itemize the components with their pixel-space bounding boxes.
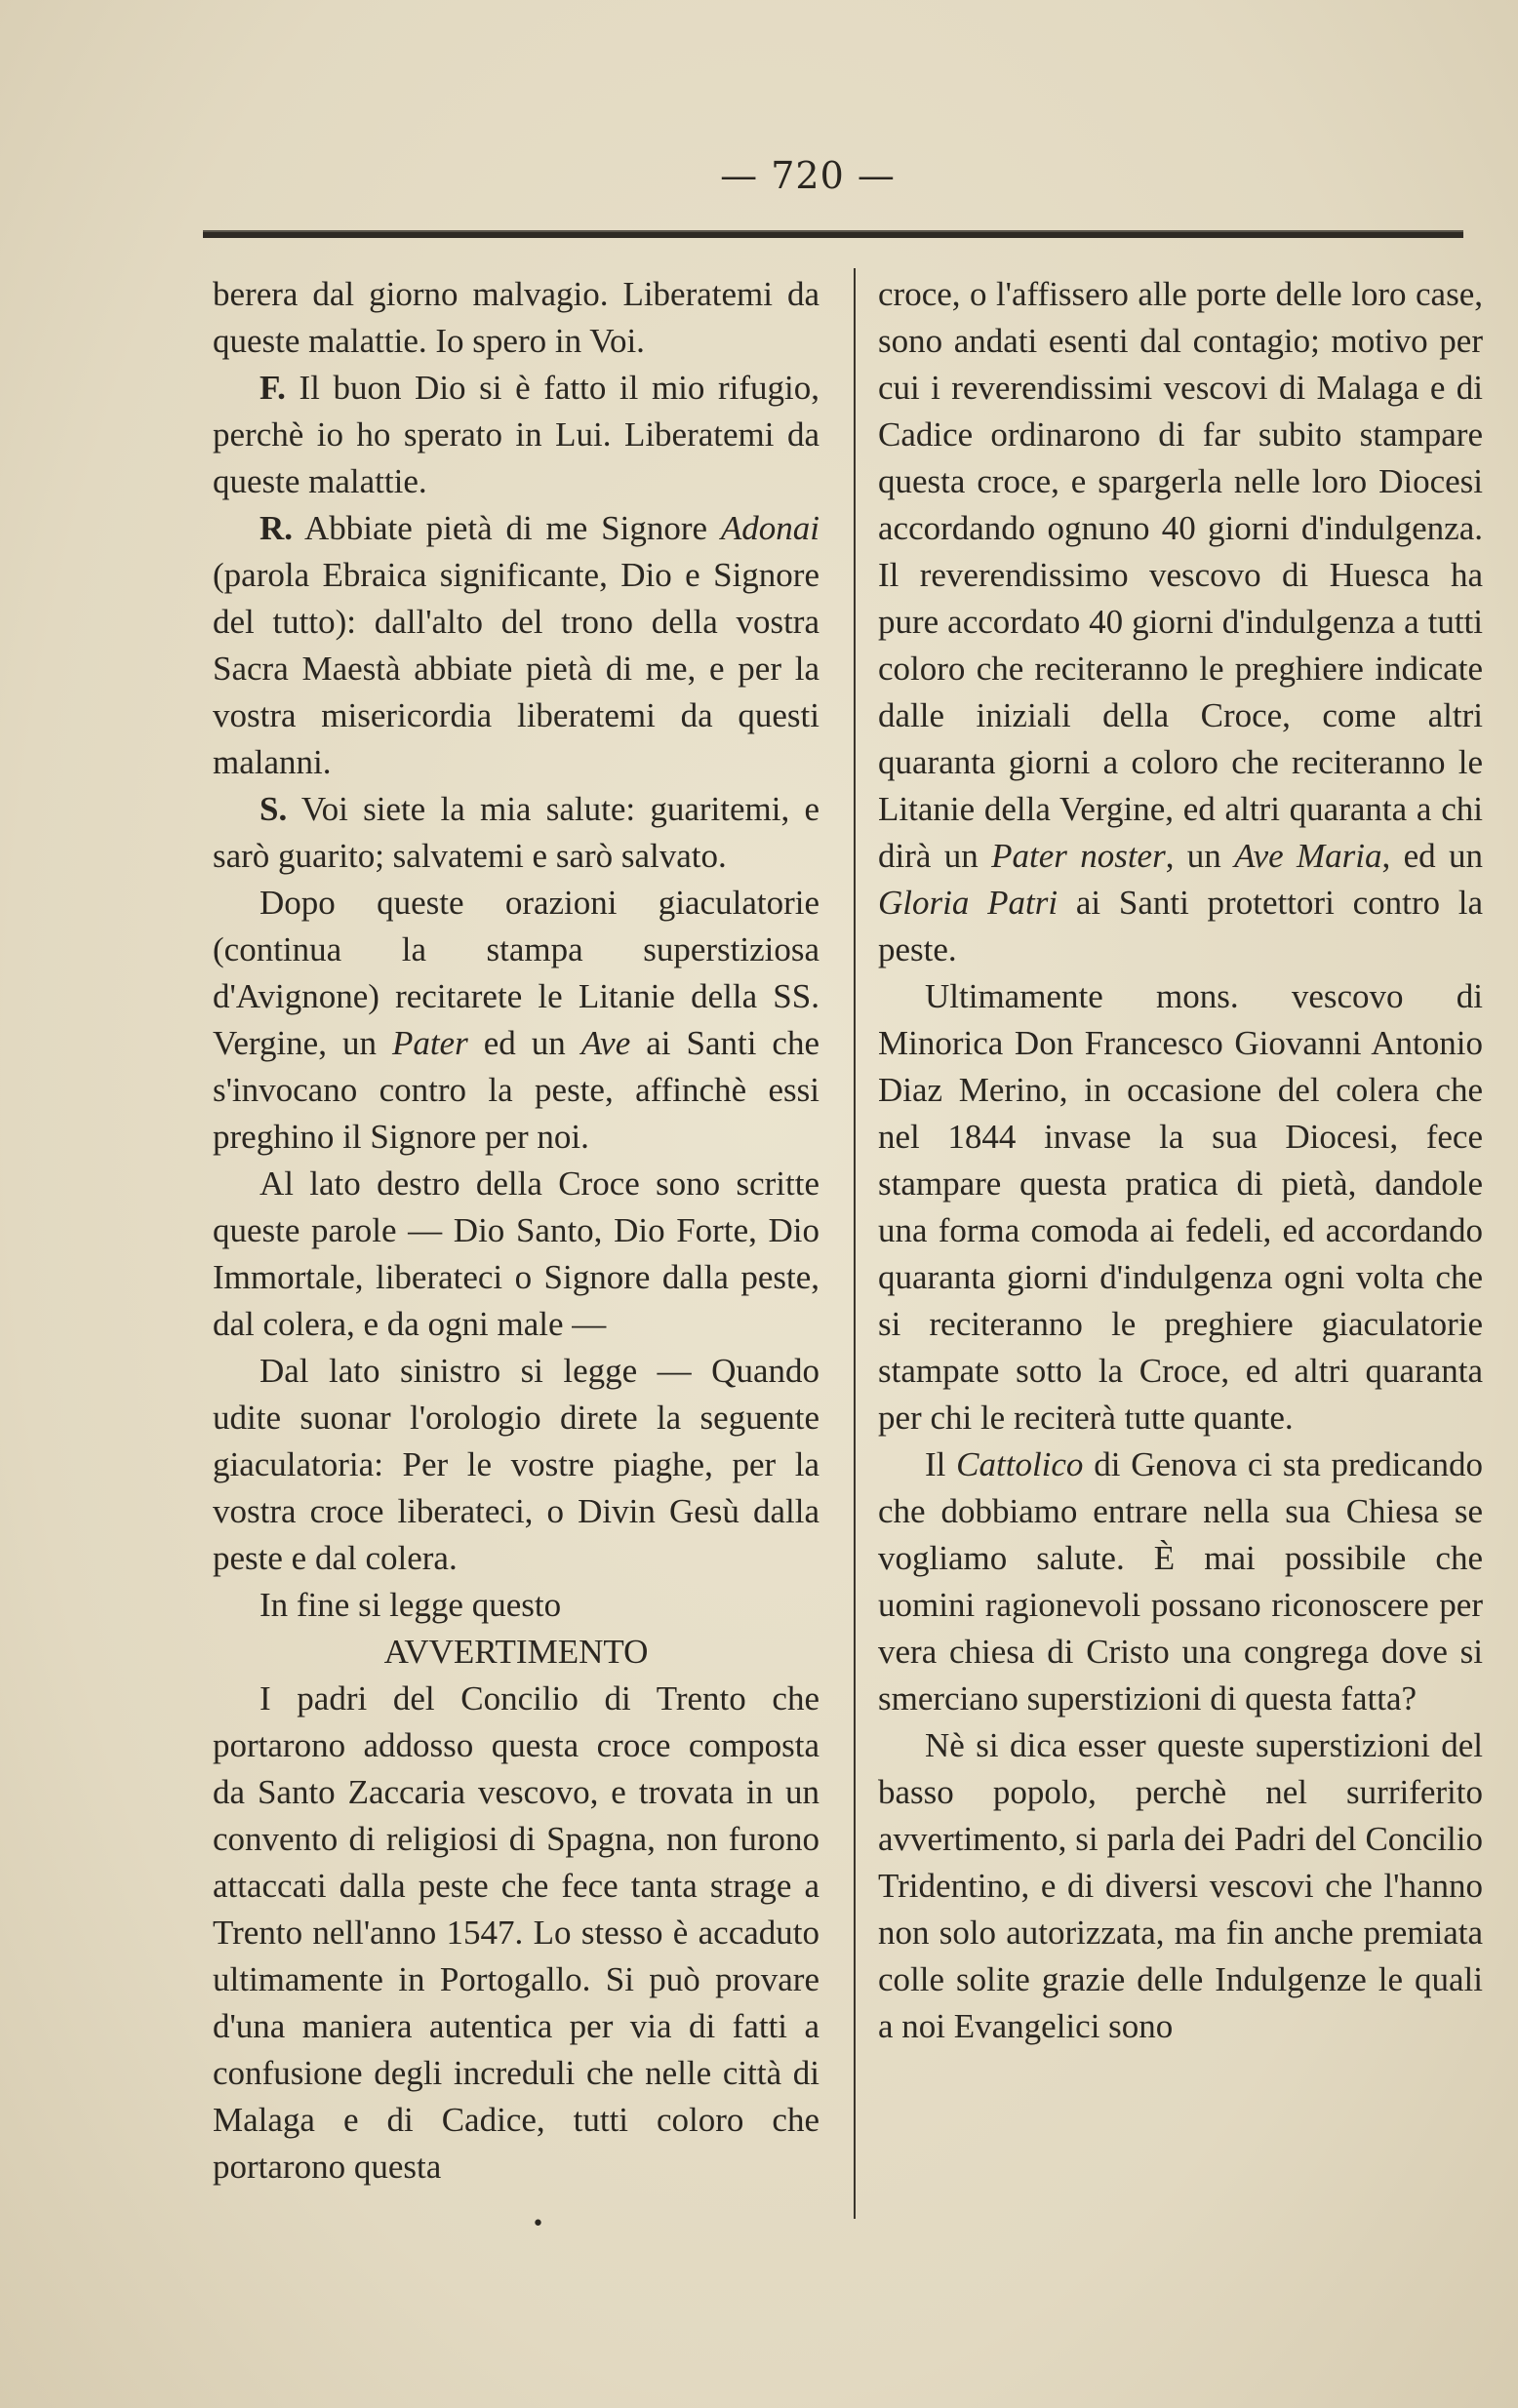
paragraph: Ultimamente mons. vescovo di Minorica Don Francesco Giovanni Antonio Diaz Merino, in occasione del colera che nel 1844 invase la sua Diocesi, fece stampare questa pratica di pietà, dandole una forma comoda ai fedeli, ed accordando quaranta giorni d'indulgenza ogni volta che si reciteranno le preghiere giaculatorie stampate sotto la Croce, ed altri quaranta per chi le reciterà tutte quante.: [878, 977, 1483, 1437]
text: , un: [1165, 837, 1235, 875]
text: Il buon Dio si è fatto il mio rifugio, perchè io ho sperato in Lui. Liberatemi da queste malattie.: [213, 369, 819, 500]
text: Il: [925, 1445, 957, 1483]
header-rule: [203, 230, 1463, 238]
paragraph: In fine si legge questo: [260, 1586, 562, 1624]
left-column: [213, 271, 819, 2191]
bottom-dot: •: [532, 2212, 544, 2236]
text: croce, o l'affissero alle porte delle loro case, sono andati esenti dal contagio; motivo per cui i reverendissimi vescovi di Malaga e di Cadice ordinarono di far subito stampare questa croce, e spargerla nelle loro Diocesi accordando ognuno 40 giorni d'indulgenza. Il reverendissimo vescovo di Huesca ha pure accordato 40 giorni d'indulgenza a tutti coloro che reciteranno le preghiere indicate dalle iniziali della Croce, come altri quaranta giorni a coloro che reciteranno le Litanie della Vergine, ed altri quaranta a chi dirà un: [878, 275, 1483, 875]
paragraph: [213, 365, 819, 505]
right-column: [878, 271, 1483, 2050]
paragraph: Al lato destro della Croce sono scritte queste parole — Dio Santo, Dio Forte, Dio Immortale, liberateci o Signore dalla peste, dal colera, e da ogni male —: [213, 1165, 819, 1343]
paragraph: [213, 786, 819, 880]
verse-mark: S.: [260, 790, 288, 828]
italic-text: Cattolico: [956, 1445, 1084, 1483]
italic-text: Pater: [391, 1024, 468, 1062]
text: , ed un: [1381, 837, 1483, 875]
italic-text: Adonai: [720, 509, 819, 547]
italic-text: Ave: [580, 1024, 631, 1062]
page-number: — 720 —: [720, 154, 896, 197]
text: (parola Ebraica significante, Dio e Signore del tutto): dall'alto del trono della vostra Sacra Maestà abbiate pietà di me, e per la vostra misericordia liberatemi da questi malanni.: [213, 556, 819, 781]
paragraph: I padri del Concilio di Trento che portarono addosso questa croce composta da Santo Zaccaria vescovo, e trovata in un convento di religiosi di Spagna, non furono attaccati dalla peste che fece tanta strage a Trento nell'anno 1547. Lo stesso è accaduto ultimamente in Portogallo. Si può provare d'una maniera autentica per via di fatti a confusione degli increduli che nelle città di Malaga e di Cadice, tutti coloro che portarono questa: [213, 1679, 819, 2186]
text: di Genova ci sta predicando che dobbiamo entrare nella sua Chiesa se vogliamo salute. È mai possibile che uomini ragionevoli possano riconoscere per vera chiesa di Cristo una congrega dove si smerciano superstizioni di questa fatta?: [878, 1445, 1483, 1717]
column-divider: [854, 268, 856, 2219]
italic-text: Gloria Patri: [878, 884, 1059, 922]
text: ai Santi protettori contro la peste.: [878, 884, 1483, 968]
text: ed un: [467, 1024, 581, 1062]
paragraph: berera dal giorno malvagio. Liberatemi da queste malattie. Io spero in Voi.: [213, 275, 819, 360]
paragraph: [213, 880, 819, 1161]
text: Voi siete la mia salute: guaritemi, e sarò guarito; salvatemi e sarò salvato.: [213, 790, 819, 875]
paragraph: [878, 271, 1483, 973]
section-heading: AVVERTIMENTO: [383, 1633, 649, 1671]
italic-text: Pater noster: [991, 837, 1166, 875]
response-mark: R.: [260, 509, 294, 547]
text: ai Santi che s'invocano contro la peste, affinchè essi preghino il Signore per noi.: [213, 1024, 819, 1156]
verse-mark: F.: [260, 369, 286, 407]
paragraph: Dal lato sinistro si legge — Quando udite suonar l'orologio direte la seguente giaculatoria: Per le vostre piaghe, per la vostra croce liberateci, o Divin Gesù dalla peste e dal colera.: [213, 1352, 819, 1577]
text: Abbiate pietà di me Signore: [293, 509, 721, 547]
paragraph: Nè si dica esser queste superstizioni del basso popolo, perchè nel surriferito avvertimento, si parla dei Padri del Concilio Tridentino, e di diversi vescovi che l'hanno non solo autorizzata, ma fin anche premiata colle solite grazie delle Indulgenze le quali a noi Evangelici sono: [878, 1726, 1483, 2045]
paragraph: [213, 505, 819, 786]
text: Dopo queste orazioni giaculatorie (continua la stampa superstiziosa d'Avignone) recitarete le Litanie della SS. Vergine, un: [213, 884, 819, 1062]
paragraph: [878, 1441, 1483, 1722]
italic-text: Ave Maria: [1234, 837, 1382, 875]
